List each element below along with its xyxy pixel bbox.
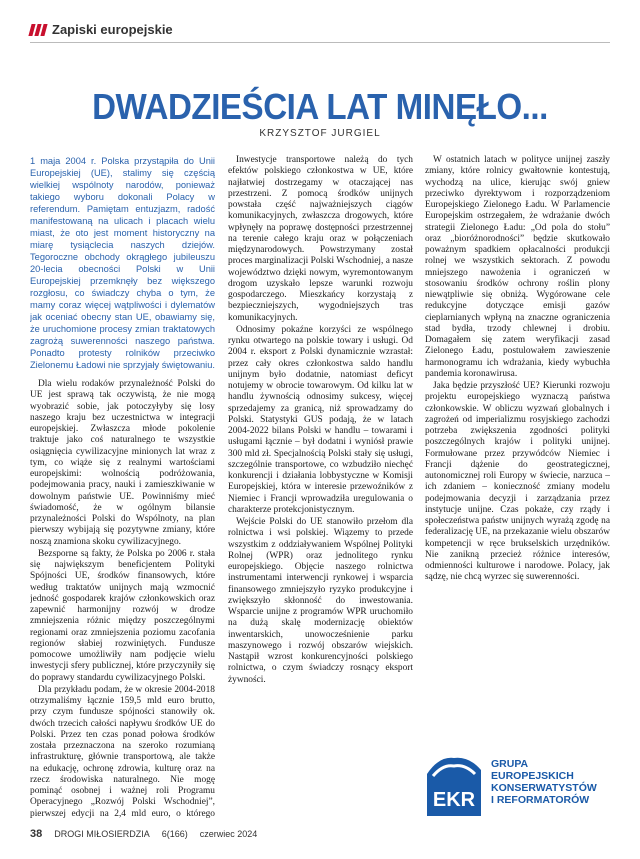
magazine-name: DROGI MIŁOSIERDZIA bbox=[54, 829, 150, 839]
body-paragraph: Jaka będzie przyszłość UE? Kierunki rozwoju projektu europejskiego wyznaczą państwa członkowskie. W obliczu wyzwań globalnych i zagrożeń od imperializmu rosyjskiego zachodzi potrzeba zwiększenia zgodności polityki poszczególnych krajów i polityki unijnej. Formułowane przez przywódców Niemiec i Francji dążenie do geostrategicznej, autonomicznej roli Europy w świecie, narzuca – ich zdaniem – konieczność zmiany modelu podejmowania decyzji i zarządzania przez instytucje unijne. Czas pokaże, czy rządy i społeczeństwa państw unijnych wyrażą zgodę na federalizację UE, na przekazanie wielu obszarów kompetencji w ręce brukselskich urzędników. Nie zanikną przecież różnice interesów, odmienności kulturowe i narodowe. Polacy, jak sądzę, nie chcą wyrzec się suwerenności. bbox=[425, 381, 610, 583]
article-author: KRZYSZTOF JURGIEL bbox=[259, 128, 381, 139]
page-number: 38 bbox=[30, 828, 43, 840]
article-title: DWADZIEŚCIA LAT MINĘŁO... bbox=[92, 86, 548, 127]
section-marks-icon bbox=[30, 24, 46, 36]
body-paragraph: Odnosimy pokaźne korzyści ze wspólnego rynku otwartego na polskie towary i usługi. Od 2004 r. eksport z Polski dynamicznie wzrastał: przez cały okres członkostwa saldo handlu unijnym było dodatnie, natomiast deficyt notujemy w obrocie towarowym. Od kilku lat w handlu żywnością odnosimy sukcesy, więcej sprzedajemy za granicą, niż sprowadzamy do Polski. Statystyki GUS podają, że w latach 2004-2022 bilans Polski w handlu – towarami i usługami łącznie – był dodatni i wyniósł prawie 300 mld zł. Specjalnością Polski stały się usługi, szczególnie transportowe, co wzbudziło niechęć konkurencji i działania lobbystyczne w Komisji Europejskiej, która w interesie przewoźników z Niemiec i Francji wprowadziła uregulowania o charakterze protekcjonistycznym. bbox=[228, 324, 413, 515]
issue-number: 6(166) bbox=[161, 829, 188, 839]
body-paragraph: Wejście Polski do UE stanowiło przełom dla rolnictwa i wsi polskiej. Wiązemy to przede wszystkim z oddziaływaniem Wspólnej Polityki Rolnej (WPR) oraz jednolitego rynku europejskiego. Objęcie naszego rolnictwa instrumentami interwencji rynkowej i wsparcia finansowego zmniejszyło ryzyko produkcyjne i zwiększyło skłonność do inwestowania. Wsparcie unijne z programów WPR uruchomiło na dużą skalę modernizację obiektów inwentarskich, unowocześnienie parku maszynowego i rozwój obszarów wiejskich. Nastąpił wzrost konkurencyjności polskiego rolnictwa, o czym świadczy rosnący eksport żywności. bbox=[228, 517, 413, 685]
ekr-name-line: EUROPEJSKICH bbox=[491, 770, 574, 782]
ekr-name-line: GRUPA bbox=[491, 758, 529, 770]
article-lead bbox=[30, 155, 215, 371]
header-divider bbox=[30, 42, 610, 43]
text-column-3 bbox=[425, 155, 610, 660]
ekr-name-line: KONSERWATYSTÓW bbox=[491, 782, 597, 794]
ekr-abbr: EKR bbox=[432, 789, 476, 811]
ekr-emblem-icon bbox=[425, 754, 483, 818]
section-label: Zapiski europejskie bbox=[52, 22, 173, 37]
body-paragraph: Dla wielu rodaków przynależność Polski do UE jest sprawą tak oczywistą, że nie mogą wyobrazić sobie, jak potoczyłyby się losy naszego kraju bez uczestnictwa w integracji europejskiej. Zwłaszcza młode pokolenie traktuje jako coś naturalnego te wszystkie osiągnięcia cywilizacyjne minionych lat wraz z tym, co wiąże się z realnymi wartościami europejskimi: wolnością podróżowania, podejmowania pracy, nauki i zamieszkiwanie w dowolnym państwie UE. Powinniśmy mieć świadomość, że w ogólnym bilansie przynależności Polski do Wspólnoty, na plan pierwszy wybijają się pozytywne zmiany, które noszą znamiona skoku cywilizacyjnego. bbox=[30, 379, 215, 547]
body-paragraph: W ostatnich latach w polityce unijnej zaszły zmiany, które rolnicy gwałtownie kontestują, wychodzą na ulice, kierując swój gniew przeciwko dyrektywom i rozporządzeniom Europejskiego Zielonego Ładu. W Parlamencie Europejskim ostrzegałem, że wdrażanie dwóch strategii Zielonego Ładu: „Od pola do stołu” oraz „bioróżnorodności” będzie skutkowało poważnym spadkiem opłacalności produkcji rolnej we wszystkich sektorach. Z powodu mniejszego nawożenia i ograniczeń w stosowaniu środków ochrony roślin plony niewątpliwie się obniżą. Wygórowane cele redukcyjne dotyczące emisji gazów cieplarnianych wpłyną na znaczne ograniczenia stad bydła, trzody chlewnej i drobiu. Domagałem się zatem weryfikacji zasad Zielonego Ładu, postulowałem zawieszenie harmonogramu ich wdrażania, kiedy wybuchła pandemia koronawirusa. bbox=[425, 155, 610, 379]
ekr-name-line: I REFORMATORÓW bbox=[491, 794, 590, 806]
ekr-name bbox=[491, 758, 597, 806]
body-paragraph: Inwestycje transportowe należą do tych efektów polskiego członkostwa w UE, które najłatwiej dostrzegamy w otaczającej nas przestrzeni. Z pomocą środków unijnych powstała część najważniejszych ciągów komunikacyjnych, zwłaszcza drogowych, które wpłynęły na poprawę dostępności przestrzennej na terenie całego kraju oraz w połączeniach międzynarodowych. Powstrzymany został proces marginalizacji Polski Wschodniej, a nasze województwo dzięki nowym, wyremontowanym drogom uzyskało lepsze warunki rozwoju gospodarczego. Mieszkańcy korzystają z bezpieczniejszych, wygodniejszych tras komunikacyjnych. bbox=[228, 155, 413, 323]
text-column-1 bbox=[30, 155, 215, 820]
text-column-2 bbox=[228, 155, 413, 820]
section-header bbox=[30, 22, 173, 37]
issue-date: czerwiec 2024 bbox=[199, 829, 258, 839]
lead-paragraph: 1 maja 2004 r. Polska przystąpiła do Unii Europejskiej (UE), stalimy się częścią wielkiej wspólnoty narodów, ponieważ takiego wyboru dokonali Polacy w referendum. Pamiętam entuzjazm, radość manifestowaną na ulicach i placach wielu miast, że oto jest moment historyczny na miarę tysiąclecia naszych dziejów. Tegoroczne obchody okrągłego jubileuszu 20-lecia obecności Polski w Unii Europejskiej przemknęły bez większego rozgłosu, co świadczy chyba o tym, że mamy coraz więcej wątpliwości i dylematów jak oceniać obecny stan UE, obawiamy się, że uruchomione procesy zmian traktatowych zagrożą suwerenności naszego państwa. Ponadto protesty rolników przeciwko Zielonemu Ładowi nie sprzyjały świętowaniu. bbox=[30, 156, 215, 370]
body-paragraph: Dla przykładu podam, że w okresie 2004-2018 otrzymaliśmy łącznie 159,5 mld euro brutto, przy czym fundusze spójności stanowiły ok. dwóch trzecich całości napływu środków UE do Polski. Przez ten czas ponad połowa środków została przeznaczona na szeroko rozumianą infrastrukturę, głównie transportową, ale także na edukację, ochronę zdrowia, kulturę oraz na rzecz środowiska naturalnego. Nie mogę pominąć osobnej i ważnej roli Programu Operacyjnego „Rozwój Polski Wschodniej”, pierwszej edycji na 2,4 mld euro, o którego bbox=[30, 684, 215, 819]
ekr-logo bbox=[425, 754, 615, 818]
body-paragraph: Bezsporne są fakty, że Polska po 2006 r. stała się największym beneficjentem Polityki Spójności UE, środków finansowych, które według traktatów unijnych mają wzmocnić jedność gospodarek krajów członkowskich oraz zapewnić harmonijny rozwój w drodze zmniejszenia różnic między poszczególnymi regionami oraz zmniejszenia poziomu zacofania regionów słabiej rozwiniętych. Fundusze pomocowe umożliwiły nam podjęcie wielu inwestycji sfery publicznej, które przyczyniły się do poprawy standardu cywilizacyjnego Polski. bbox=[30, 548, 215, 683]
page-footer bbox=[30, 828, 257, 840]
